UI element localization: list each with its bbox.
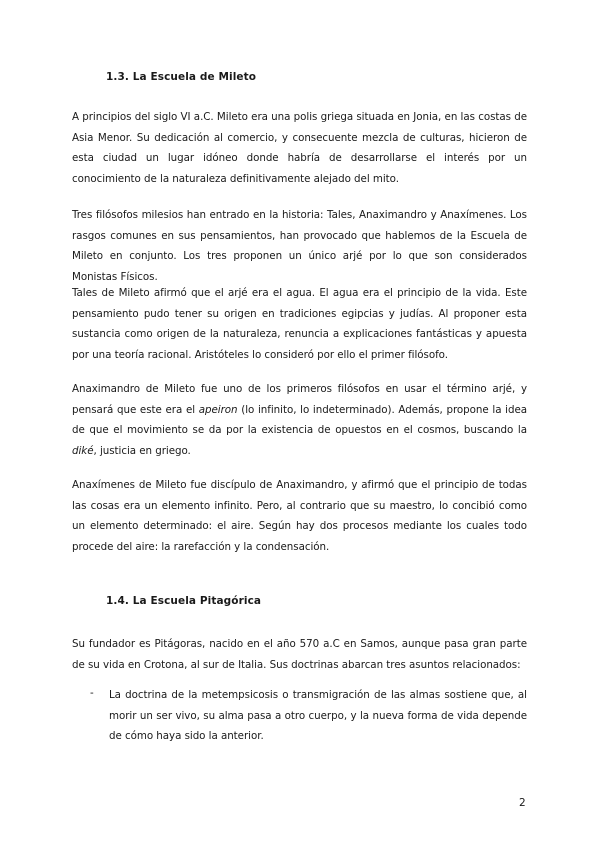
- paragraph-tres-filosofos: Tres filósofos milesios han entrado en la historia: Tales, Anaximandro y Anaxímenes. Los rasgos comunes en sus pensamientos, han provocado que hablemos de la Escuela de Mileto en conjunto. Los tres proponen un único arjé por lo que son considerados Monistas Físicos.: [72, 209, 527, 283]
- paragraph-pitagoras: Su fundador es Pitágoras, nacido en el año 570 a.C en Samos, aunque pasa gran parte de su vida en Crotona, al sur de Italia. Sus doctrinas abarcan tres asuntos relacionados:: [72, 638, 527, 671]
- bullet-marker: -: [90, 687, 94, 699]
- paragraph-anaximenes: Anaxímenes de Mileto fue discípulo de Anaximandro, y afirmó que el principio de todas las cosas era un elemento infinito. Pero, al contrario que su maestro, lo concibió como un elemento determinado: el aire. Según hay dos procesos mediante los cuales todo procede del aire: la rarefacción y la condensación.: [72, 479, 527, 553]
- section-heading-escuela-mileto: 1.3. La Escuela de Mileto: [106, 71, 257, 83]
- section-heading-escuela-pitagorica: 1.4. La Escuela Pitagórica: [106, 595, 262, 607]
- bullet-metempsicosis: La doctrina de la metempsicosis o transmigración de las almas sostiene que, al morir un ser vivo, su alma pasa a otro cuerpo, y la nueva forma de vida depende de cómo haya sido la anterior.: [109, 689, 527, 742]
- paragraph-anaximandro-part2: (lo infinito, lo indeterminado). Además, propone la idea de que el movimiento se da por la existencia de opuestos en el cosmos, buscando la: [72, 403, 528, 436]
- term-dike: diké: [72, 444, 94, 457]
- paragraph-mileto-intro: A principios del siglo VI a.C. Mileto era una polis griega situada en Jonia, en las costas de Asia Menor. Su dedicación al comercio, y consecuente mezcla de culturas, hicieron de esta ciudad un lugar idóneo donde habría de desarrollarse el interés por un conocimiento de la naturaleza definitivamente alejado del mito.: [72, 111, 527, 185]
- term-apeiron: apeiron: [198, 403, 238, 416]
- paragraph-tales: Tales de Mileto afirmó que el arjé era el agua. El agua era el principio de la vida. Este pensamiento pudo tener su origen en tradiciones egipcias y judías. Al proponer esta sustancia como origen de la naturaleza, renuncia a explicaciones fantásticas y apuesta por una teoría racional. Aristóteles lo consideró por ello el primer filósofo.: [72, 287, 527, 361]
- paragraph-anaximandro-part1: Anaximandro de Mileto fue uno de los primeros filósofos en usar el término arjé, y pensará que este era el: [72, 383, 527, 416]
- paragraph-anaximandro-part3: , justicia en griego.: [93, 444, 191, 457]
- page-number: 2: [519, 797, 526, 809]
- paragraph-anaximandro: [72, 379, 527, 461]
